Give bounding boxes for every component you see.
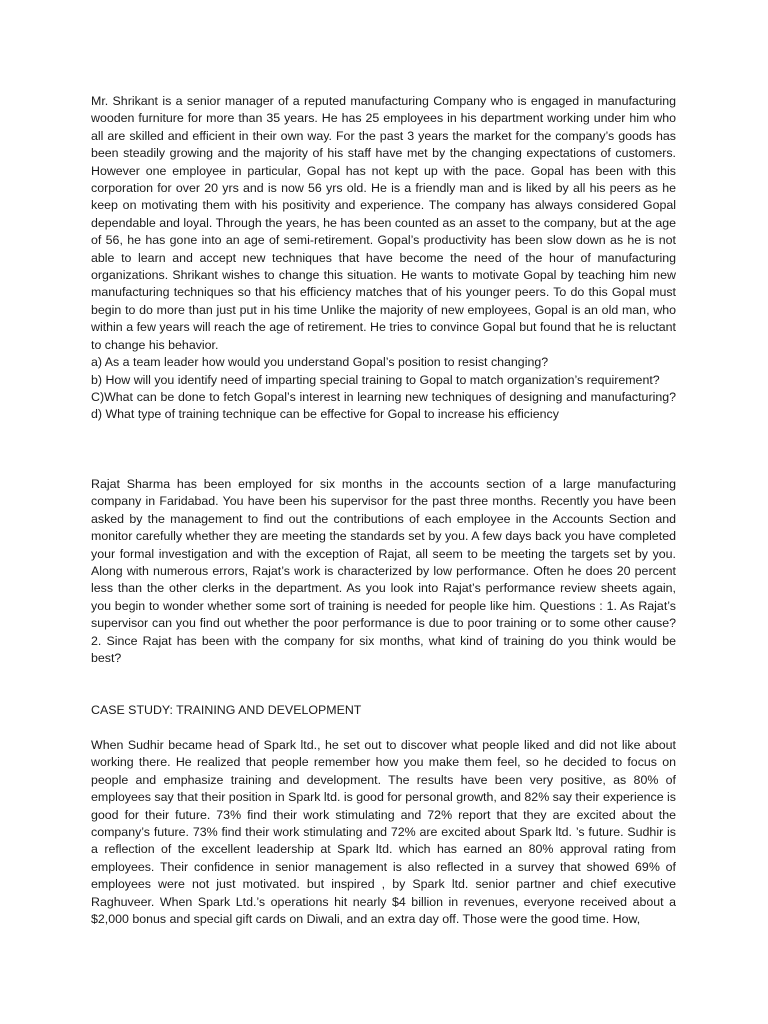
case-paragraph: When Sudhir became head of Spark ltd., he set out to discover what people liked and did not like about working there. He realized that people remember how you make them feel, so he decided to focus on people and emphasize training and development. The results have been very positive, as 80% of employees say that their position in Spark ltd. is good for personal growth, and 82% say their experience is good for their future. 73% find their work stimulating and 72% report that they are excited about the company’s future. 73% find their work stimulating and 72% are excited about Spark ltd. ’s future. Sudhir is a reflection of the excellent leadership at Spark ltd. which has earned an 80% approval rating from employees. Their confidence in senior management is also reflected in a survey that showed 69% of employees were not just motivated. but inspired , by Spark ltd. senior partner and chief executive Raghuveer. When Spark Ltd.’s operations hit nearly $4 billion in revenues, everyone received about a $2,000 bonus and special gift cards on Diwali, and an extra day off. Those were the good time. How, xyxy=(91,738,676,927)
case-study-rajat xyxy=(91,476,676,667)
case-study-spark xyxy=(91,737,676,928)
case-paragraph: Mr. Shrikant is a senior manager of a reputed manufacturing Company who is engaged in manufacturing wooden furniture for more than 35 years. He has 25 employees in his department working under him who all are skilled and efficient in their own way. For the past 3 years the market for the company’s goods has been steadily growing and the majority of his staff have met by the changing expectations of customers. However one employee in particular, Gopal has not kept up with the pace. Gopal has been with this corporation for over 20 yrs and is now 56 yrs old. He is a friendly man and is liked by all his peers as he keep on motivating them with his positivity and experience. The company has always considered Gopal dependable and loyal. Through the years, he has been counted as an asset to the company, but at the age of 56, he has gone into an age of semi-retirement. Gopal’s productivity has been slow down as he is not able to learn and accept new techniques that have become the need of the hour of manufacturing organizations. Shrikant wishes to change this situation. He wants to motivate Gopal by teaching him new manufacturing techniques so that his efficiency matches that of his younger peers. To do this Gopal must begin to do more than just put in his time Unlike the majority of new employees, Gopal is an old man, who within a few years will reach the age of retirement. He tries to convince Gopal but found that he is reluctant to change his behavior. xyxy=(91,94,676,352)
case-study-gopal xyxy=(91,93,676,424)
section-heading xyxy=(91,702,676,719)
question-c-d: C)What can be done to fetch Gopal’s interest in learning new techniques of designing and manufacturing? d) What type of training technique can be effective for Gopal to increase his efficiency xyxy=(91,389,676,422)
heading-text: CASE STUDY: TRAINING AND DEVELOPMENT xyxy=(91,703,362,717)
case-paragraph: Rajat Sharma has been employed for six months in the accounts section of a large manufacturing company in Faridabad. You have been his supervisor for the past three months. Recently you have been asked by the management to find out the contributions of each employee in the Accounts Section and monitor carefully whether they are meeting the standards set by you. A few days back you have completed your formal investigation and with the exception of Rajat, all seem to be meeting the targets set by you. Along with numerous errors, Rajat’s work is characterized by low performance. Often he does 20 percent less than the other clerks in the department. As you look into Rajat’s performance review sheets again, you begin to wonder whether some sort of training is needed for people like him. Questions : 1. As Rajat’s supervisor can you find out whether the poor performance is due to poor training or to some other cause? 2. Since Rajat has been with the company for six months, what kind of training do you think would be best? xyxy=(91,477,676,666)
question-b: b) How will you identify need of imparting special training to Gopal to match organization’s requirement? xyxy=(91,372,660,387)
question-a: a) As a team leader how would you understand Gopal’s position to resist changing? xyxy=(91,355,549,370)
